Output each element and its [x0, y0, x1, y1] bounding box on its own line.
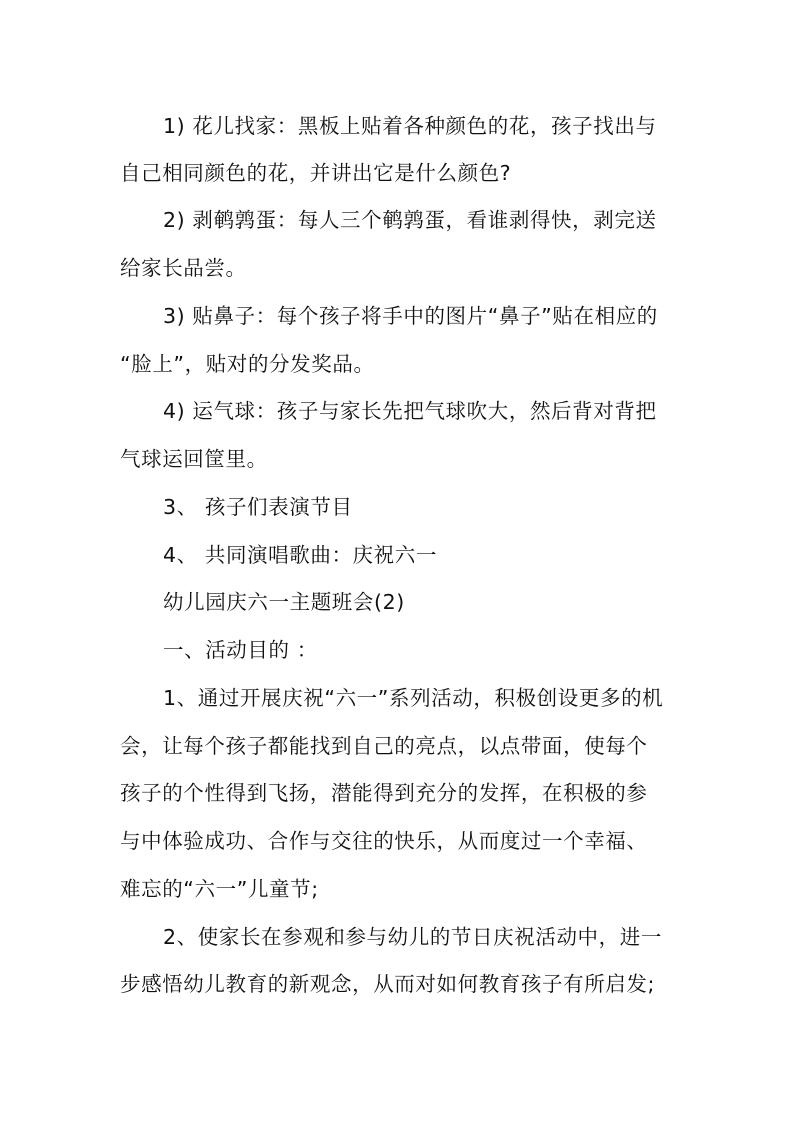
section-title: 幼儿园庆六一主题班会(2): [163, 590, 405, 614]
text-line: 给家长品尝。: [120, 256, 247, 280]
text-line: 孩子的个性得到飞扬，潜能得到充分的发挥，在积极的参: [120, 781, 648, 805]
text-line: 1) 花儿找家：黑板上贴着各种颜色的花，孩子找出与: [163, 114, 657, 138]
section-heading: 一、活动目的 ：: [163, 638, 318, 662]
text-line: 自己相同颜色的花，并讲出它是什么颜色?: [120, 161, 512, 185]
text-line: “脸上”，贴对的分发奖品。: [120, 352, 375, 376]
text-line: 会，让每个孩子都能找到自己的亮点，以点带面，使每个: [120, 734, 648, 758]
text-line: 步感悟幼儿教育的新观念，从而对如何教育孩子有所启发;: [120, 972, 656, 996]
text-line: 3、 孩子们表演节目: [163, 495, 353, 519]
text-line: 难忘的“六一”儿童节;: [120, 877, 319, 901]
text-line: 气球运回筐里。: [120, 447, 268, 471]
text-line: 2、使家长在参观和参与幼儿的节日庆祝活动中，进一: [163, 925, 662, 949]
text-line: 4) 运气球：孩子与家长先把气球吹大，然后背对背把: [163, 399, 657, 423]
text-line: 3) 贴鼻子：每个孩子将手中的图片“鼻子”贴在相应的: [163, 304, 658, 328]
text-line: 与中体验成功、合作与交往的快乐，从而度过一个幸福、: [120, 829, 648, 853]
text-line: 2) 剥鹌鹑蛋：每人三个鹌鹑蛋，看谁剥得快，剥完送: [163, 208, 657, 232]
text-line: 4、 共同演唱歌曲：庆祝六一: [163, 543, 437, 567]
text-line: 1、通过开展庆祝“六一”系列活动，积极创设更多的机: [163, 686, 664, 710]
